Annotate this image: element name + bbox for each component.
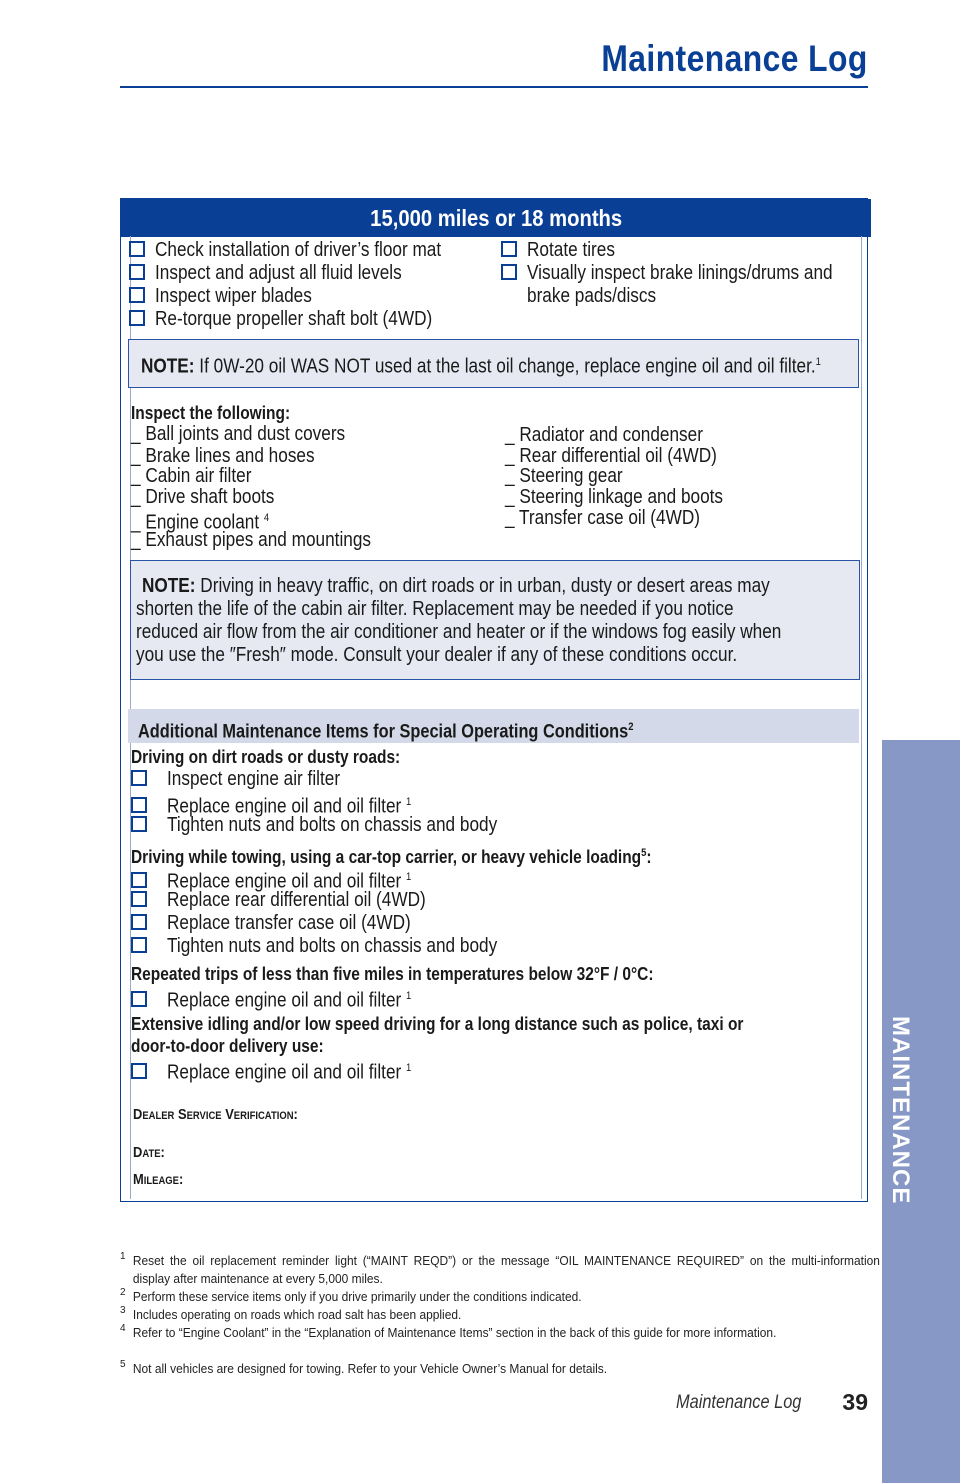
checkbox[interactable] [131, 872, 147, 888]
mileage-label: Mileage: [133, 1171, 184, 1188]
checkbox[interactable] [131, 816, 147, 832]
checklist-item-continued: brake pads/discs [527, 285, 657, 307]
checkbox[interactable] [129, 310, 145, 326]
checklist-item[interactable]: Replace engine oil and oil filter $^1$ [131, 866, 451, 894]
page-number: 39 [842, 1389, 868, 1415]
condition-heading: Repeated trips of less than five miles in temperatures below 32°F / 0°C: [131, 964, 654, 984]
checklist-item[interactable]: Replace engine oil and oil filter $^1$ [131, 791, 451, 819]
checkbox[interactable] [131, 891, 147, 907]
condition-heading: Extensive idling and/or low speed driving for a long distance such as police, taxi or [131, 1014, 744, 1034]
list-item: _ Brake lines and hoses [131, 445, 315, 467]
date-label: Date: [133, 1144, 165, 1161]
footnote: 5 Not all vehicles are designed for towing. Refer to your Vehicle Owner’s Manual for details. [120, 1359, 608, 1376]
checkbox[interactable] [131, 1063, 147, 1079]
checklist-item[interactable]: Check installation of driver’s floor mat [129, 239, 488, 262]
list-item: _ Rear differential oil (4WD) [505, 445, 717, 467]
note-line: you use the ″Fresh″ mode. Consult your dealer if any of these conditions occur. [136, 644, 738, 666]
dealer-verification-label: Dealer Service Verification: [133, 1106, 298, 1123]
inspect-heading: Inspect the following: [131, 403, 291, 423]
checklist-item[interactable]: Replace transfer case oil (4WD) [131, 912, 450, 935]
note-line: NOTE: Driving in heavy traffic, on dirt roads or in urban, dusty or desert areas may [142, 575, 770, 597]
checklist-item[interactable]: Inspect and adjust all fluid levels [129, 262, 442, 285]
list-item: _ Ball joints and dust covers [131, 423, 346, 445]
list-item: _ Steering gear [505, 465, 623, 487]
condition-heading: Driving while towing, using a car-top carrier, or heavy vehicle loading$^5$: [131, 847, 652, 867]
inspect-list-left [131, 424, 380, 445]
list-item: _ Transfer case oil (4WD) [505, 507, 700, 529]
footnote: 1 Reset the oil replacement reminder light (“MAINT REQD”) or the message “OIL MAINTENANCE REQUIRED” on the multi-information display after maintenance at every 5,000 miles. [120, 1251, 880, 1286]
checkbox[interactable] [501, 264, 517, 280]
checklist-item[interactable]: Rotate tires [501, 239, 629, 262]
checklist-item[interactable]: Tighten nuts and bolts on chassis and body [131, 935, 551, 958]
checkbox[interactable] [131, 797, 147, 813]
checklist-item[interactable]: Inspect wiper blades [129, 285, 337, 308]
checklist-item[interactable]: Inspect engine air filter [131, 768, 368, 791]
additional-heading: Additional Maintenance Items for Special Operating Conditions$^2$ [138, 721, 634, 743]
checkbox[interactable] [129, 287, 145, 303]
list-item: _ Cabin air filter [131, 465, 252, 487]
checkbox[interactable] [129, 264, 145, 280]
checkbox[interactable] [129, 241, 145, 257]
list-item: _ Engine coolant $^4$ [131, 511, 270, 534]
checkbox[interactable] [131, 937, 147, 953]
condition-heading: Driving on dirt roads or dusty roads: [131, 747, 401, 767]
checklist-item[interactable]: Tighten nuts and bolts on chassis and body [131, 814, 551, 837]
checkbox[interactable] [131, 770, 147, 786]
note-line: shorten the life of the cabin air filter. Replacement may be needed if you notice [136, 598, 734, 620]
checkbox[interactable] [131, 914, 147, 930]
title-divider [120, 86, 868, 88]
note-line: reduced air flow from the air conditioner and heater or if the windows fog easily when [136, 621, 782, 643]
checklist-item[interactable]: Replace engine oil and oil filter $^1$ [131, 1057, 451, 1085]
checklist-item[interactable]: Re-torque propeller shaft bolt (4WD) [129, 308, 477, 331]
checklist-item[interactable]: Replace engine oil and oil filter $^1$ [131, 985, 451, 1013]
page-title: Maintenance Log [601, 38, 868, 79]
list-item: _ Radiator and condenser [505, 424, 703, 446]
oil-note-text: NOTE: If 0W-20 oil WAS NOT used at the last oil change, replace engine oil and oil filter.$^1$ [141, 355, 821, 378]
checkbox[interactable] [131, 991, 147, 1007]
checklist-item[interactable]: Replace rear differential oil (4WD) [131, 889, 468, 912]
list-item: _ Steering linkage and boots [505, 486, 724, 508]
side-tab-label: MAINTENANCE [887, 1016, 914, 1205]
footnote: 3 Includes operating on roads which road salt has been applied. [120, 1305, 462, 1322]
checklist-item[interactable]: Visually inspect brake linings/drums and [501, 262, 882, 285]
footnote: 4 Refer to “Engine Coolant” in the “Explanation of Maintenance Items” section in the back of this guide for more information. [120, 1323, 777, 1340]
interval-header [121, 199, 871, 237]
footer-section-label: Maintenance Log [676, 1392, 802, 1413]
list-item: _ Exhaust pipes and mountings [131, 529, 372, 551]
interval-title: 15,000 miles or 18 months [369, 205, 622, 231]
footnote: 2 Perform these service items only if you drive primarily under the conditions indicated. [120, 1287, 582, 1304]
list-item: _ Drive shaft boots [131, 486, 275, 508]
checkbox[interactable] [501, 241, 517, 257]
condition-heading: door-to-door delivery use: [131, 1036, 324, 1056]
